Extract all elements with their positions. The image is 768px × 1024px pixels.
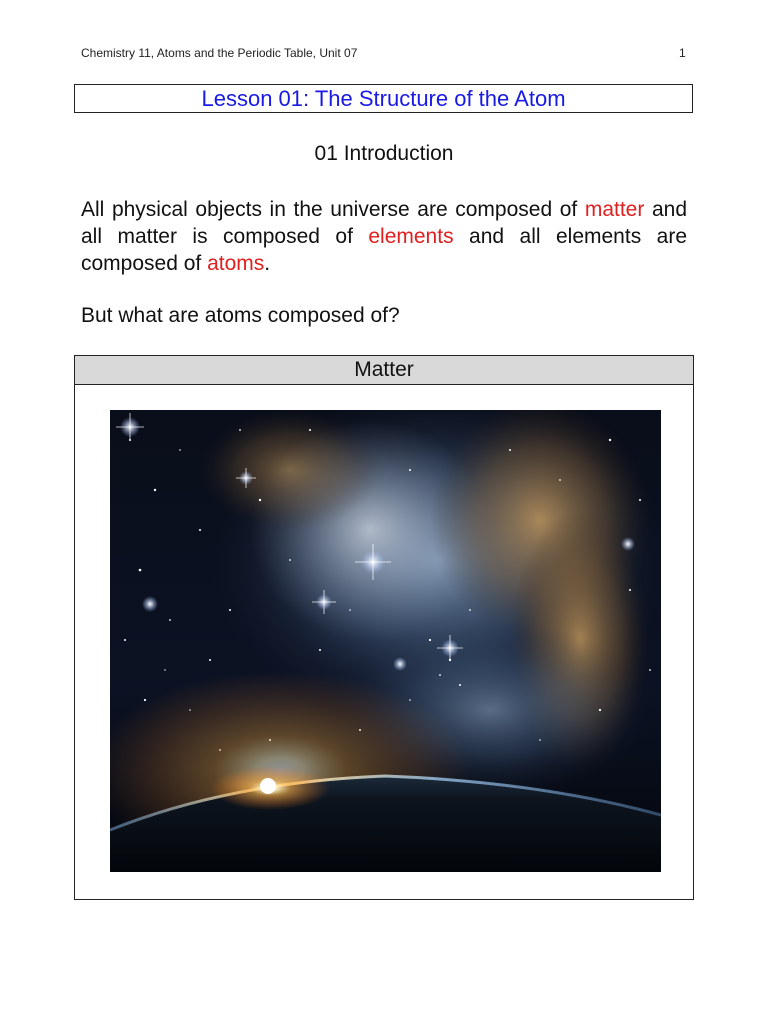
matter-figure <box>74 355 694 900</box>
keyword-matter: matter <box>584 198 645 221</box>
keyword-elements: elements <box>368 225 454 248</box>
intro-text-4: . <box>264 252 271 275</box>
question-paragraph: But what are atoms composed of? <box>81 304 400 327</box>
section-heading: 01 Introduction <box>314 142 454 165</box>
intro-text-3: and all elements are composed of <box>81 225 687 275</box>
space-earth-image <box>110 410 661 872</box>
intro-text-1: All physical objects in the universe are composed of <box>81 198 585 221</box>
intro-paragraph <box>81 196 687 277</box>
keyword-atoms: atoms <box>207 252 265 275</box>
intro-text-2: and all matter is composed of <box>81 198 688 248</box>
running-header: Chemistry 11, Atoms and the Periodic Table, Unit 07 <box>81 46 358 60</box>
lesson-title: Lesson 01: The Structure of the Atom <box>74 84 693 113</box>
page-number: 1 <box>679 46 686 60</box>
figure-caption: Matter <box>75 356 693 385</box>
